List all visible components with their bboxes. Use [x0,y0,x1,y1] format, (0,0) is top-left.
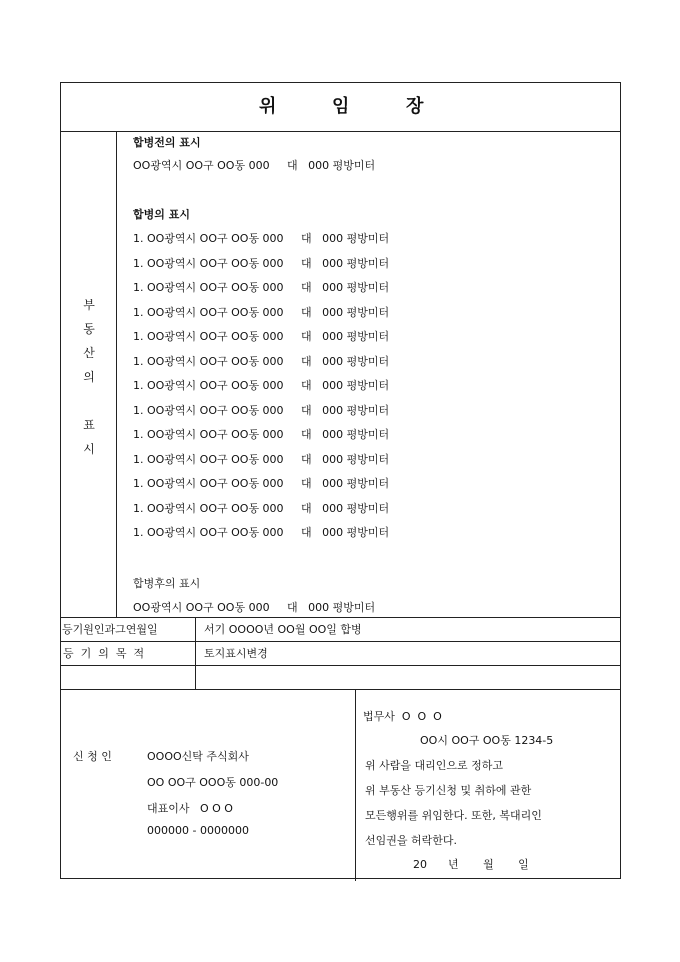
delegation-date: 20 년 월 일 [413,858,529,871]
after-merge-line: OO광역시 OO구 OO동 000 대 000 평방미터 [133,601,376,614]
delegation-line: 모든행위를 위임한다. 또한, 복대리인 [365,809,542,822]
merge-line: 1. OO광역시 OO구 OO동 000 대 000 평방미터 [133,477,390,490]
empty-row [61,665,620,690]
after-merge-heading: 합병후의 표시 [133,577,201,590]
property-label-char: 부 [83,298,95,312]
applicant-label: 신 청 인 [73,750,112,763]
merge-line: 1. OO광역시 OO구 OO동 000 대 000 평방미터 [133,281,390,294]
registration-cause-value: 서기 OOOO년 OO월 OO일 합병 [204,623,362,636]
merge-line: 1. OO광역시 OO구 OO동 000 대 000 평방미터 [133,232,390,245]
merge-line: 1. OO광역시 OO구 OO동 000 대 000 평방미터 [133,330,390,343]
merge-line: 1. OO광역시 OO구 OO동 000 대 000 평방미터 [133,306,390,319]
merge-line: 1. OO광역시 OO구 OO동 000 대 000 평방미터 [133,502,390,515]
registration-purpose-label: 등 기 의 목 적 [61,642,196,666]
before-merge-line: OO광역시 OO구 OO동 000 대 000 평방미터 [133,159,376,172]
applicant-name: OOOO신탁 주식회사 [147,750,249,763]
merge-line: 1. OO광역시 OO구 OO동 000 대 000 평방미터 [133,355,390,368]
power-of-attorney-form [60,82,621,879]
registration-purpose-value: 토지표시변경 [204,647,268,660]
applicant-address: OO OO구 OOO동 000-00 [147,776,279,789]
merge-line: 1. OO광역시 OO구 OO동 000 대 000 평방미터 [133,453,390,466]
merge-line: 1. OO광역시 OO구 OO동 000 대 000 평방미터 [133,257,390,270]
document-title [61,83,620,131]
merge-line: 1. OO광역시 OO구 OO동 000 대 000 평방미터 [133,428,390,441]
lawyer-name: 법무사 O O O [363,710,442,723]
delegation-line: 선임권을 허락한다. [365,834,458,847]
title-row [61,83,620,132]
property-label-column [61,131,117,617]
merge-line: 1. OO광역시 OO구 OO동 000 대 000 평방미터 [133,526,390,539]
lawyer-address: OO시 OO구 OO동 1234-5 [420,734,554,747]
property-label-char: 시 [83,442,95,456]
registration-purpose-row [61,641,620,666]
property-label-char: 동 [83,322,95,336]
property-label-char: 의 [83,370,95,384]
title-char-3: 장 [406,96,426,117]
merge-line: 1. OO광역시 OO구 OO동 000 대 000 평방미터 [133,404,390,417]
before-merge-heading: 합병전의 표시 [133,136,201,149]
property-label-char: 산 [83,346,95,360]
title-char-1: 위 [259,96,279,117]
applicant-block [61,690,356,881]
applicant-registration-number: 000000 - 0000000 [147,824,249,837]
title-char-2: 임 [332,96,352,117]
delegation-line: 위 사람을 대리인으로 정하고 [365,759,504,772]
merge-line: 1. OO광역시 OO구 OO동 000 대 000 평방미터 [133,379,390,392]
signature-section [61,689,620,881]
delegation-line: 위 부동산 등기신청 및 취하에 관한 [365,784,532,797]
property-description [117,131,622,617]
merge-heading: 합병의 표시 [133,208,190,221]
empty-row-label [61,666,196,690]
delegation-block [356,690,622,881]
property-label-char: 표 [83,418,95,432]
registration-cause-row [61,617,620,642]
applicant-representative: 대표이사 O O O [147,802,233,815]
registration-cause-label: 등기원인과그연월일 [61,618,196,642]
